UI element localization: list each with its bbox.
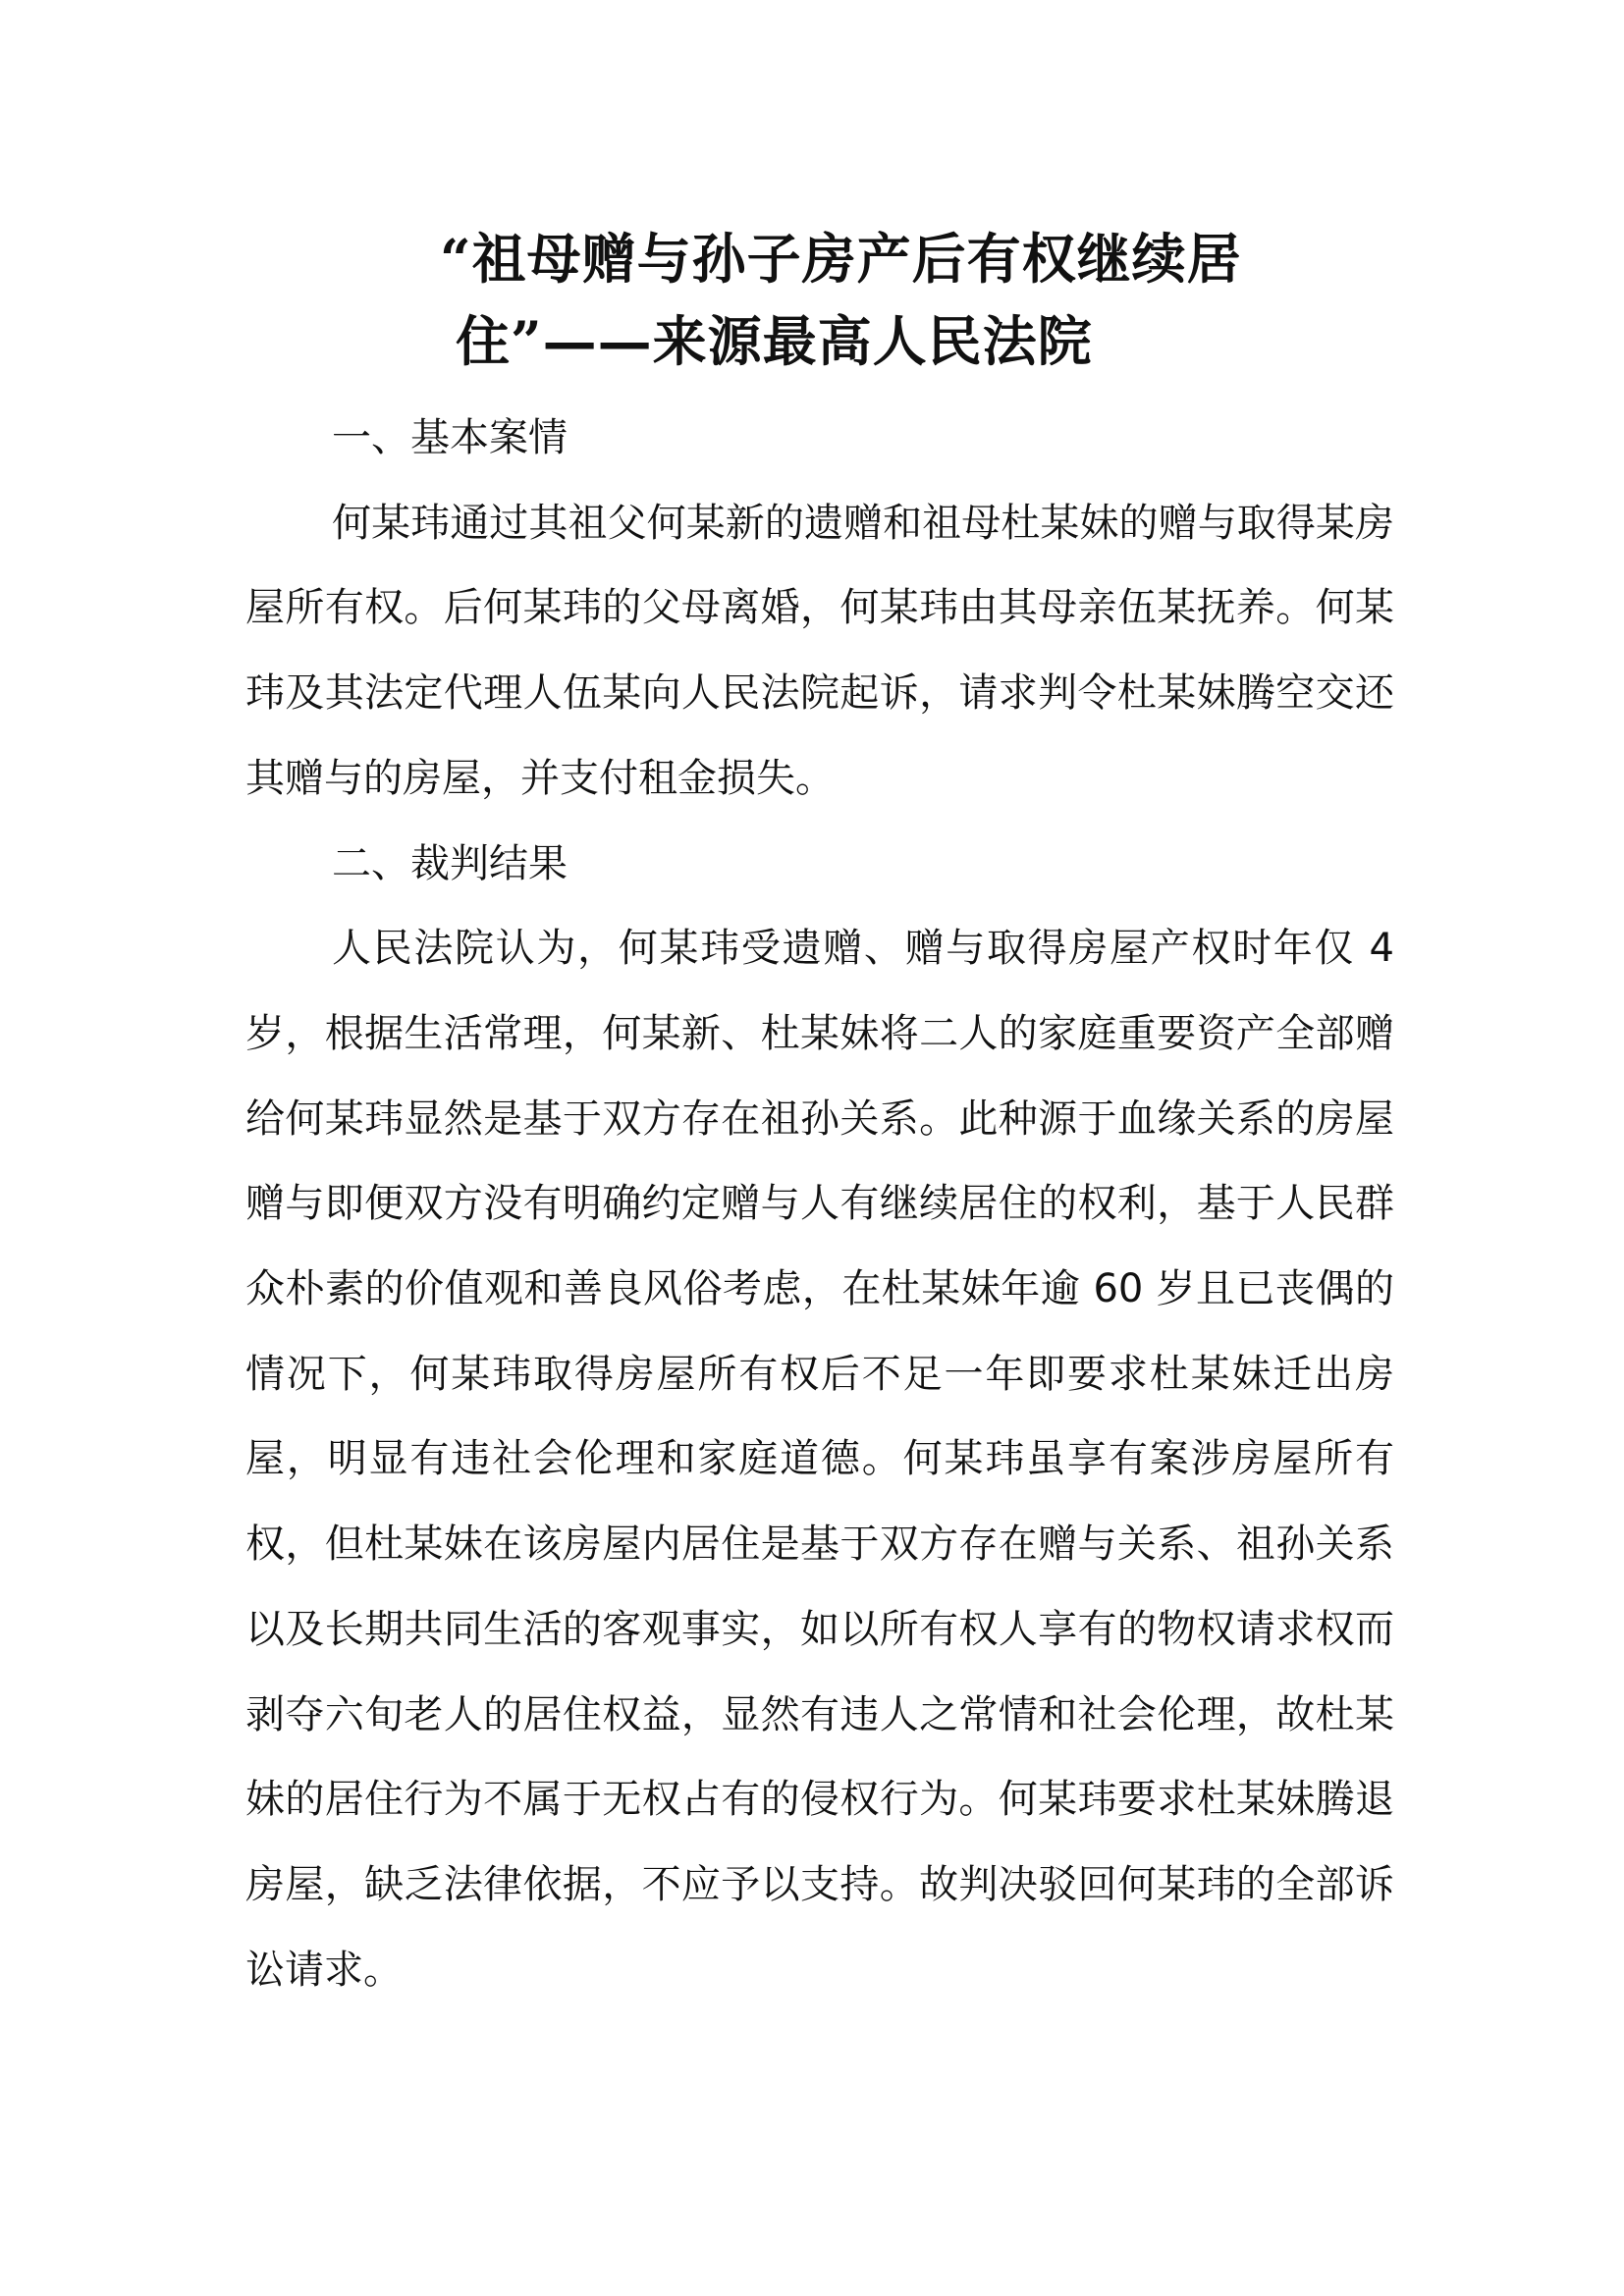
section-heading-basic-facts: 一、基本案情	[332, 415, 568, 460]
title-line-1: “祖母赠与孙子房产后有权继续居	[440, 227, 1242, 291]
title-line-2: 住”——来源最高人民法院	[456, 309, 1093, 373]
section-heading-judgment: 二、裁判结果	[332, 840, 568, 886]
paragraph-basic-facts: 何某玮通过其祖父何某新的遗赠和祖母杜某妹的赠与取得某房屋所有权。后何某玮的父母离婚，何某玮由其母亲伍某抚养。何某玮及其法定代理人伍某向人民法院起诉，请求判令杜某妹腾空交还其赠与的房屋，并支付租金损失。	[245, 500, 1394, 801]
paragraph-judgment: 人民法院认为，何某玮受遗赠、赠与取得房屋产权时年仅 4 岁，根据生活常理，何某新、杜某妹将二人的家庭重要资产全部赠给何某玮显然是基于双方存在祖孙关系。此种源于血缘关系的房屋赠与即便双方没有明确约定赠与人有继续居住的权利，基于人民群众朴素的价值观和善良风俗考虑，在杜某妹年逾 60 岁且已丧偶的情况下，何某玮取得房屋所有权后不足一年即要求杜某妹迁出房屋，明显有违社会伦理和家庭道德。何某玮虽享有案涉房屋所有权，但杜某妹在该房屋内居住是基于双方存在赠与关系、祖孙关系以及长期共同生活的客观事实，如以所有权人享有的物权请求权而剥夺六旬老人的居住权益，显然有违人之常情和社会伦理，故杜某妹的居住行为不属于无权占有的侵权行为。何某玮要求杜某妹腾退房屋，缺乏法律依据，不应予以支持。故判决驳回何某玮的全部诉讼请求。	[245, 926, 1394, 1993]
document-body	[245, 396, 1394, 2012]
document-title	[440, 218, 1402, 383]
